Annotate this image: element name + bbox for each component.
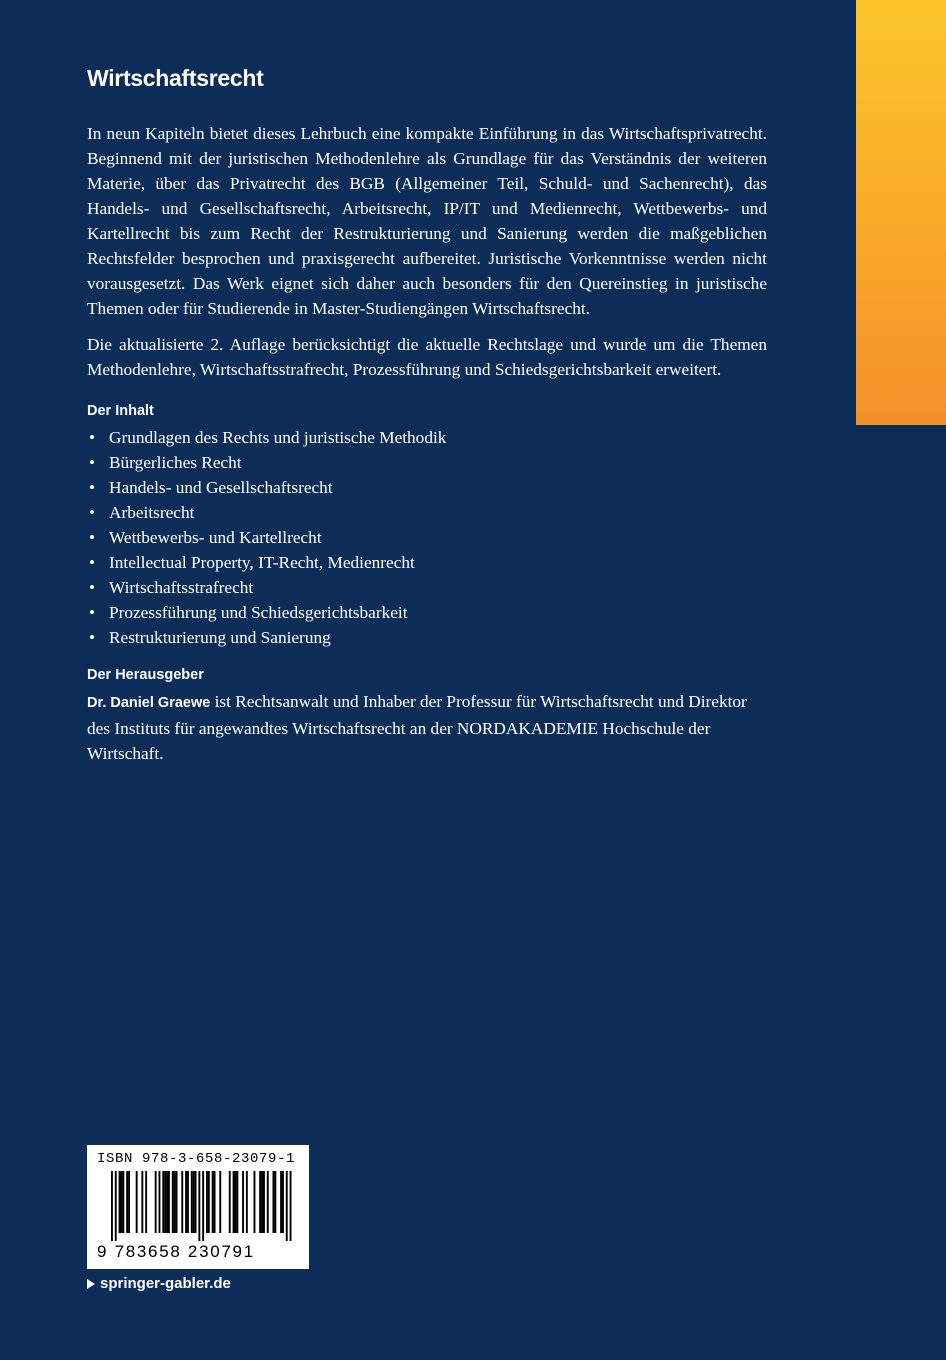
- barcode-bar: [290, 1171, 292, 1241]
- bullet-icon: •: [89, 453, 96, 472]
- barcode-bar: [282, 1171, 284, 1233]
- editor-bio: [87, 689, 767, 766]
- back-cover-content: [87, 62, 767, 766]
- barcode-bar: [193, 1171, 195, 1233]
- barcode-bar: [141, 1171, 143, 1233]
- barcode-bar: [164, 1171, 166, 1233]
- barcode-bar: [195, 1171, 197, 1233]
- ean-digits: 9 783658 230791: [97, 1242, 255, 1261]
- barcode-bar: [233, 1171, 235, 1233]
- barcode-bar: [254, 1171, 256, 1233]
- barcode-bar: [172, 1171, 174, 1233]
- editor-name: Dr. Daniel Graewe: [87, 695, 211, 711]
- barcode-bar: [166, 1171, 168, 1233]
- barcode-bar: [191, 1171, 193, 1233]
- list-item: • Wirtschaftsstrafrecht: [87, 575, 767, 600]
- bullet-icon: •: [89, 528, 96, 547]
- arrow-right-icon: [87, 1279, 95, 1289]
- barcode-bar: [273, 1171, 275, 1233]
- barcode-bar: [242, 1171, 244, 1233]
- barcode-bar: [159, 1171, 161, 1233]
- barcode-bar: [235, 1171, 237, 1233]
- description-paragraph-2: Die aktualisierte 2. Auflage berücksichtigt die aktuelle Rechtslage und wurde um die Themen Methodenlehre, Wirtschaftsstrafrecht, Prozessführung und Schiedsgerichtsbarkeit erweitert.: [87, 335, 767, 379]
- barcode-bar: [162, 1171, 164, 1233]
- barcode-bar: [126, 1171, 128, 1233]
- barcode-bar: [176, 1171, 178, 1233]
- list-item: • Prozessführung und Schiedsgerichtsbarkeit: [87, 600, 767, 625]
- barcode-bar: [246, 1171, 248, 1233]
- barcode-bar: [155, 1171, 157, 1233]
- list-item: • Handels- und Gesellschaftsrecht: [87, 475, 767, 500]
- bullet-icon: •: [89, 553, 96, 572]
- editor-heading: Der Herausgeber: [87, 667, 204, 683]
- barcode-bar: [206, 1171, 208, 1233]
- list-item: • Arbeitsrecht: [87, 500, 767, 525]
- barcode-bar: [267, 1171, 269, 1233]
- accent-color-bar: [856, 0, 946, 425]
- barcode-bar: [122, 1171, 124, 1233]
- barcode-bar: [214, 1171, 216, 1233]
- barcode-bar: [280, 1171, 282, 1233]
- bullet-icon: •: [89, 428, 96, 447]
- bullet-icon: •: [89, 603, 96, 622]
- barcode-bar: [121, 1171, 123, 1233]
- barcode-bar: [181, 1171, 183, 1233]
- list-item: • Intellectual Property, IT-Recht, Medienrecht: [87, 550, 767, 575]
- isbn-barcode: [87, 1145, 309, 1269]
- barcode-bar: [274, 1171, 276, 1233]
- barcode-bar: [185, 1171, 187, 1233]
- barcode-bar: [198, 1171, 200, 1241]
- list-item: • Wettbewerbs- und Kartellrecht: [87, 525, 767, 550]
- isbn-label: ISBN 978-3-658-23079-1: [97, 1151, 296, 1167]
- barcode-bar: [229, 1171, 231, 1233]
- contents-heading: Der Inhalt: [87, 403, 154, 419]
- list-item: • Grundlagen des Rechts und juristische Methodik: [87, 425, 767, 450]
- barcode-bar: [263, 1171, 265, 1233]
- barcode-bar: [219, 1171, 221, 1233]
- list-item: • Bürgerliches Recht: [87, 450, 767, 475]
- editor-bio-text: ist Rechtsanwalt und Inhaber der Professur für Wirtschaftsrecht und Direktor des Instituts für angewandtes Wirtschaftsrecht an der NORDAKADEMIE Hochschule der Wirtschaft.: [87, 692, 747, 763]
- barcode-bar: [202, 1171, 204, 1241]
- description-paragraph-1: In neun Kapiteln bietet dieses Lehrbuch eine kompakte Einführung in das Wirtschaftsprivatrecht. Beginnend mit der juristischen Methodenlehre als Grundlage für das Verständnis der weiteren Materie, über das Privatrecht des BGB (Allgemeiner Teil, Schuld- und Sachenrecht), das Handels- und Gesellschaftsrecht, Arbeitsrecht, IP/IT und Medienrecht, Wettbewerbs- und Kartellrecht bis zum Recht der Restrukturierung und Sanierung werden die maßgeblichen Rechtsfelder besprochen und praxisgerecht aufbereitet. Juristische Vorkenntnisse werden nicht vorausgesetzt. Das Werk eignet sich daher auch besonders für den Quereinstieg in juristische Themen oder für Studierende in Master-Studiengängen Wirtschaftsrecht.: [87, 124, 767, 318]
- barcode-bar: [212, 1171, 214, 1233]
- barcode-bar: [168, 1171, 170, 1233]
- contents-list: [87, 425, 767, 650]
- barcode-bar: [128, 1171, 130, 1233]
- barcode-bar: [261, 1171, 263, 1233]
- barcode-bar: [286, 1171, 288, 1241]
- barcode-bar: [208, 1171, 210, 1233]
- barcode-bar: [145, 1171, 147, 1233]
- barcode-bars: [97, 1171, 299, 1241]
- publisher-website-link[interactable]: [87, 1274, 231, 1294]
- list-item: • Restrukturierung und Sanierung: [87, 625, 767, 650]
- bullet-icon: •: [89, 503, 96, 522]
- barcode-bar: [174, 1171, 176, 1233]
- bullet-icon: •: [89, 578, 96, 597]
- barcode-bar: [136, 1171, 138, 1233]
- website-label: springer-gabler.de: [100, 1275, 231, 1292]
- barcode-bar: [119, 1171, 121, 1233]
- barcode-bar: [111, 1171, 113, 1241]
- bullet-icon: •: [89, 628, 96, 647]
- barcode-bar: [236, 1171, 238, 1233]
- barcode-bar: [187, 1171, 189, 1233]
- bullet-icon: •: [89, 478, 96, 497]
- barcode-bar: [259, 1171, 261, 1233]
- book-title: Wirtschaftsrecht: [87, 65, 264, 91]
- barcode-bar: [115, 1171, 117, 1241]
